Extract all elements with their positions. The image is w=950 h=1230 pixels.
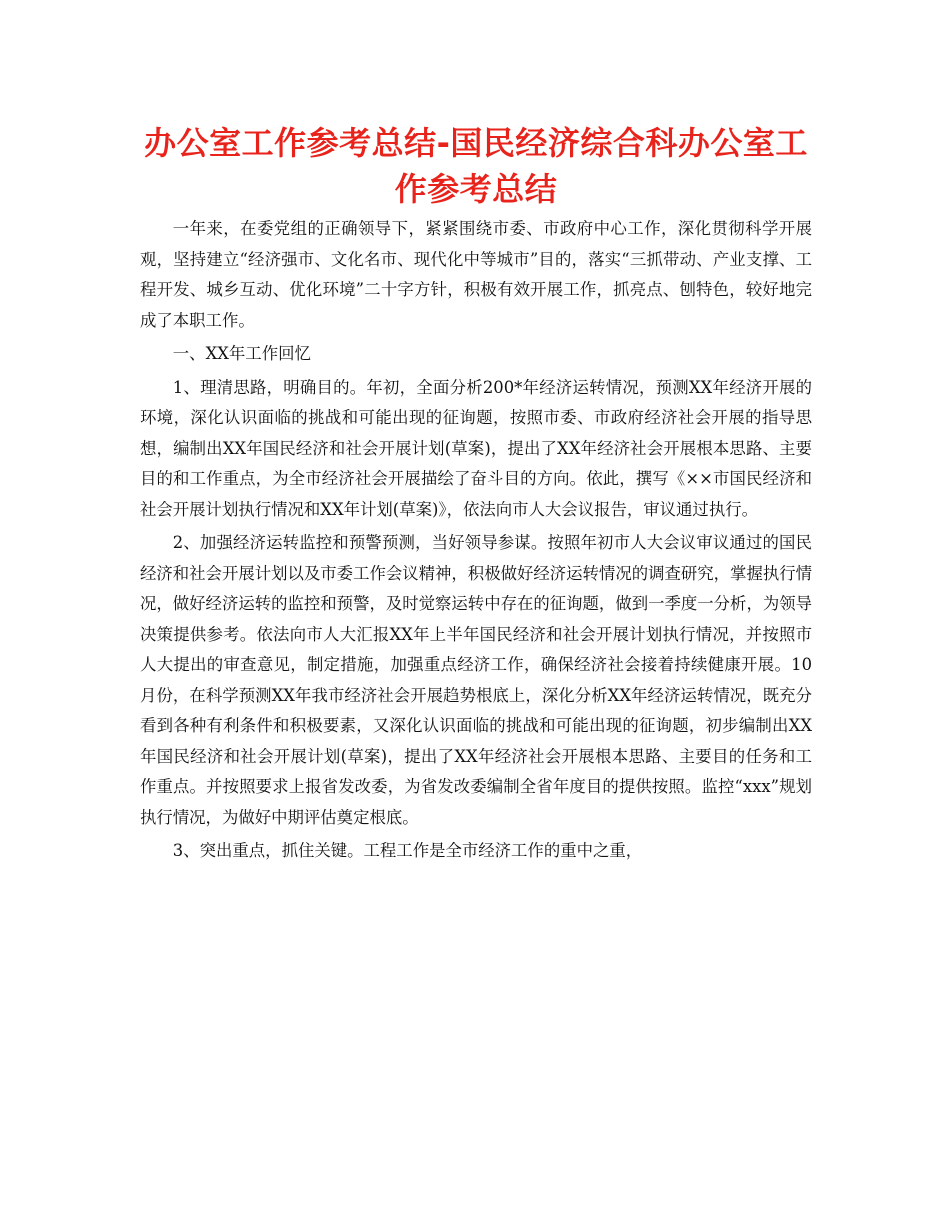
paragraph-item-3: 3、突出重点，抓住关键。工程工作是全市经济工作的重中之重， [172, 841, 643, 860]
document-title: 办公室工作参考总结-国民经济综合科办公室工作参考总结 [144, 124, 808, 208]
paragraph-item-1: 1、理清思路，明确目的。年初，全面分析200*年经济运转情况，预测XX年经济开展的环境，深化认识面临的挑战和可能出现的征询题，按照市委、市政府经济社会开展的指导思想，编制出XX年国民经济和社会开展计划(草案)，提出了XX年经济社会开展根本思路、主要目的和工作重点，为全市经济社会开展描绘了奋斗目的方向。依此，撰写《××市国民经济和社会开展计划执行情况和XX年计划(草案)》，依法向市人大会议报告，审议通过执行。 [140, 377, 812, 519]
document-page [140, 120, 812, 867]
document-body [140, 214, 812, 867]
section-heading: 一、XX年工作回忆 [172, 344, 311, 363]
paragraph-item-2: 2、加强经济运转监控和预警预测，当好领导参谋。按照年初市人大会议审议通过的国民经济和社会开展计划以及市委工作会议精神，积极做好经济运转情况的调查研究，掌握执行情况，做好经济运转的监控和预警，及时觉察运转中存在的征询题，做到一季度一分析，为领导决策提供参考。依法向市人大汇报XX年上半年国民经济和社会开展计划执行情况，并按照市人大提出的审查意见，制定措施，加强重点经济工作，确保经济社会接着持续健康开展。10月份，在科学预测XX年我市经济社会开展趋势根底上，深化分析XX年经济运转情况，既充分看到各种有利条件和积极要素，又深化认识面临的挑战和可能出现的征询题，初步编制出XX年国民经济和社会开展计划(草案)，提出了XX年经济社会开展根本思路、主要目的任务和工作重点。并按照要求上报省发改委，为省发改委编制全省年度目的提供按照。监控“xxx”规划执行情况，为做好中期评估奠定根底。 [140, 533, 813, 827]
paragraph-intro: 一年来，在委党组的正确领导下，紧紧围绕市委、市政府中心工作，深化贯彻科学开展观，坚持建立“经济强市、文化名市、现代化中等城市”目的，落实“三抓带动、产业支撑、工程开发、城乡互动、优化环境”二十字方针，积极有效开展工作，抓亮点、刨特色，较好地完成了本职工作。 [140, 219, 812, 330]
